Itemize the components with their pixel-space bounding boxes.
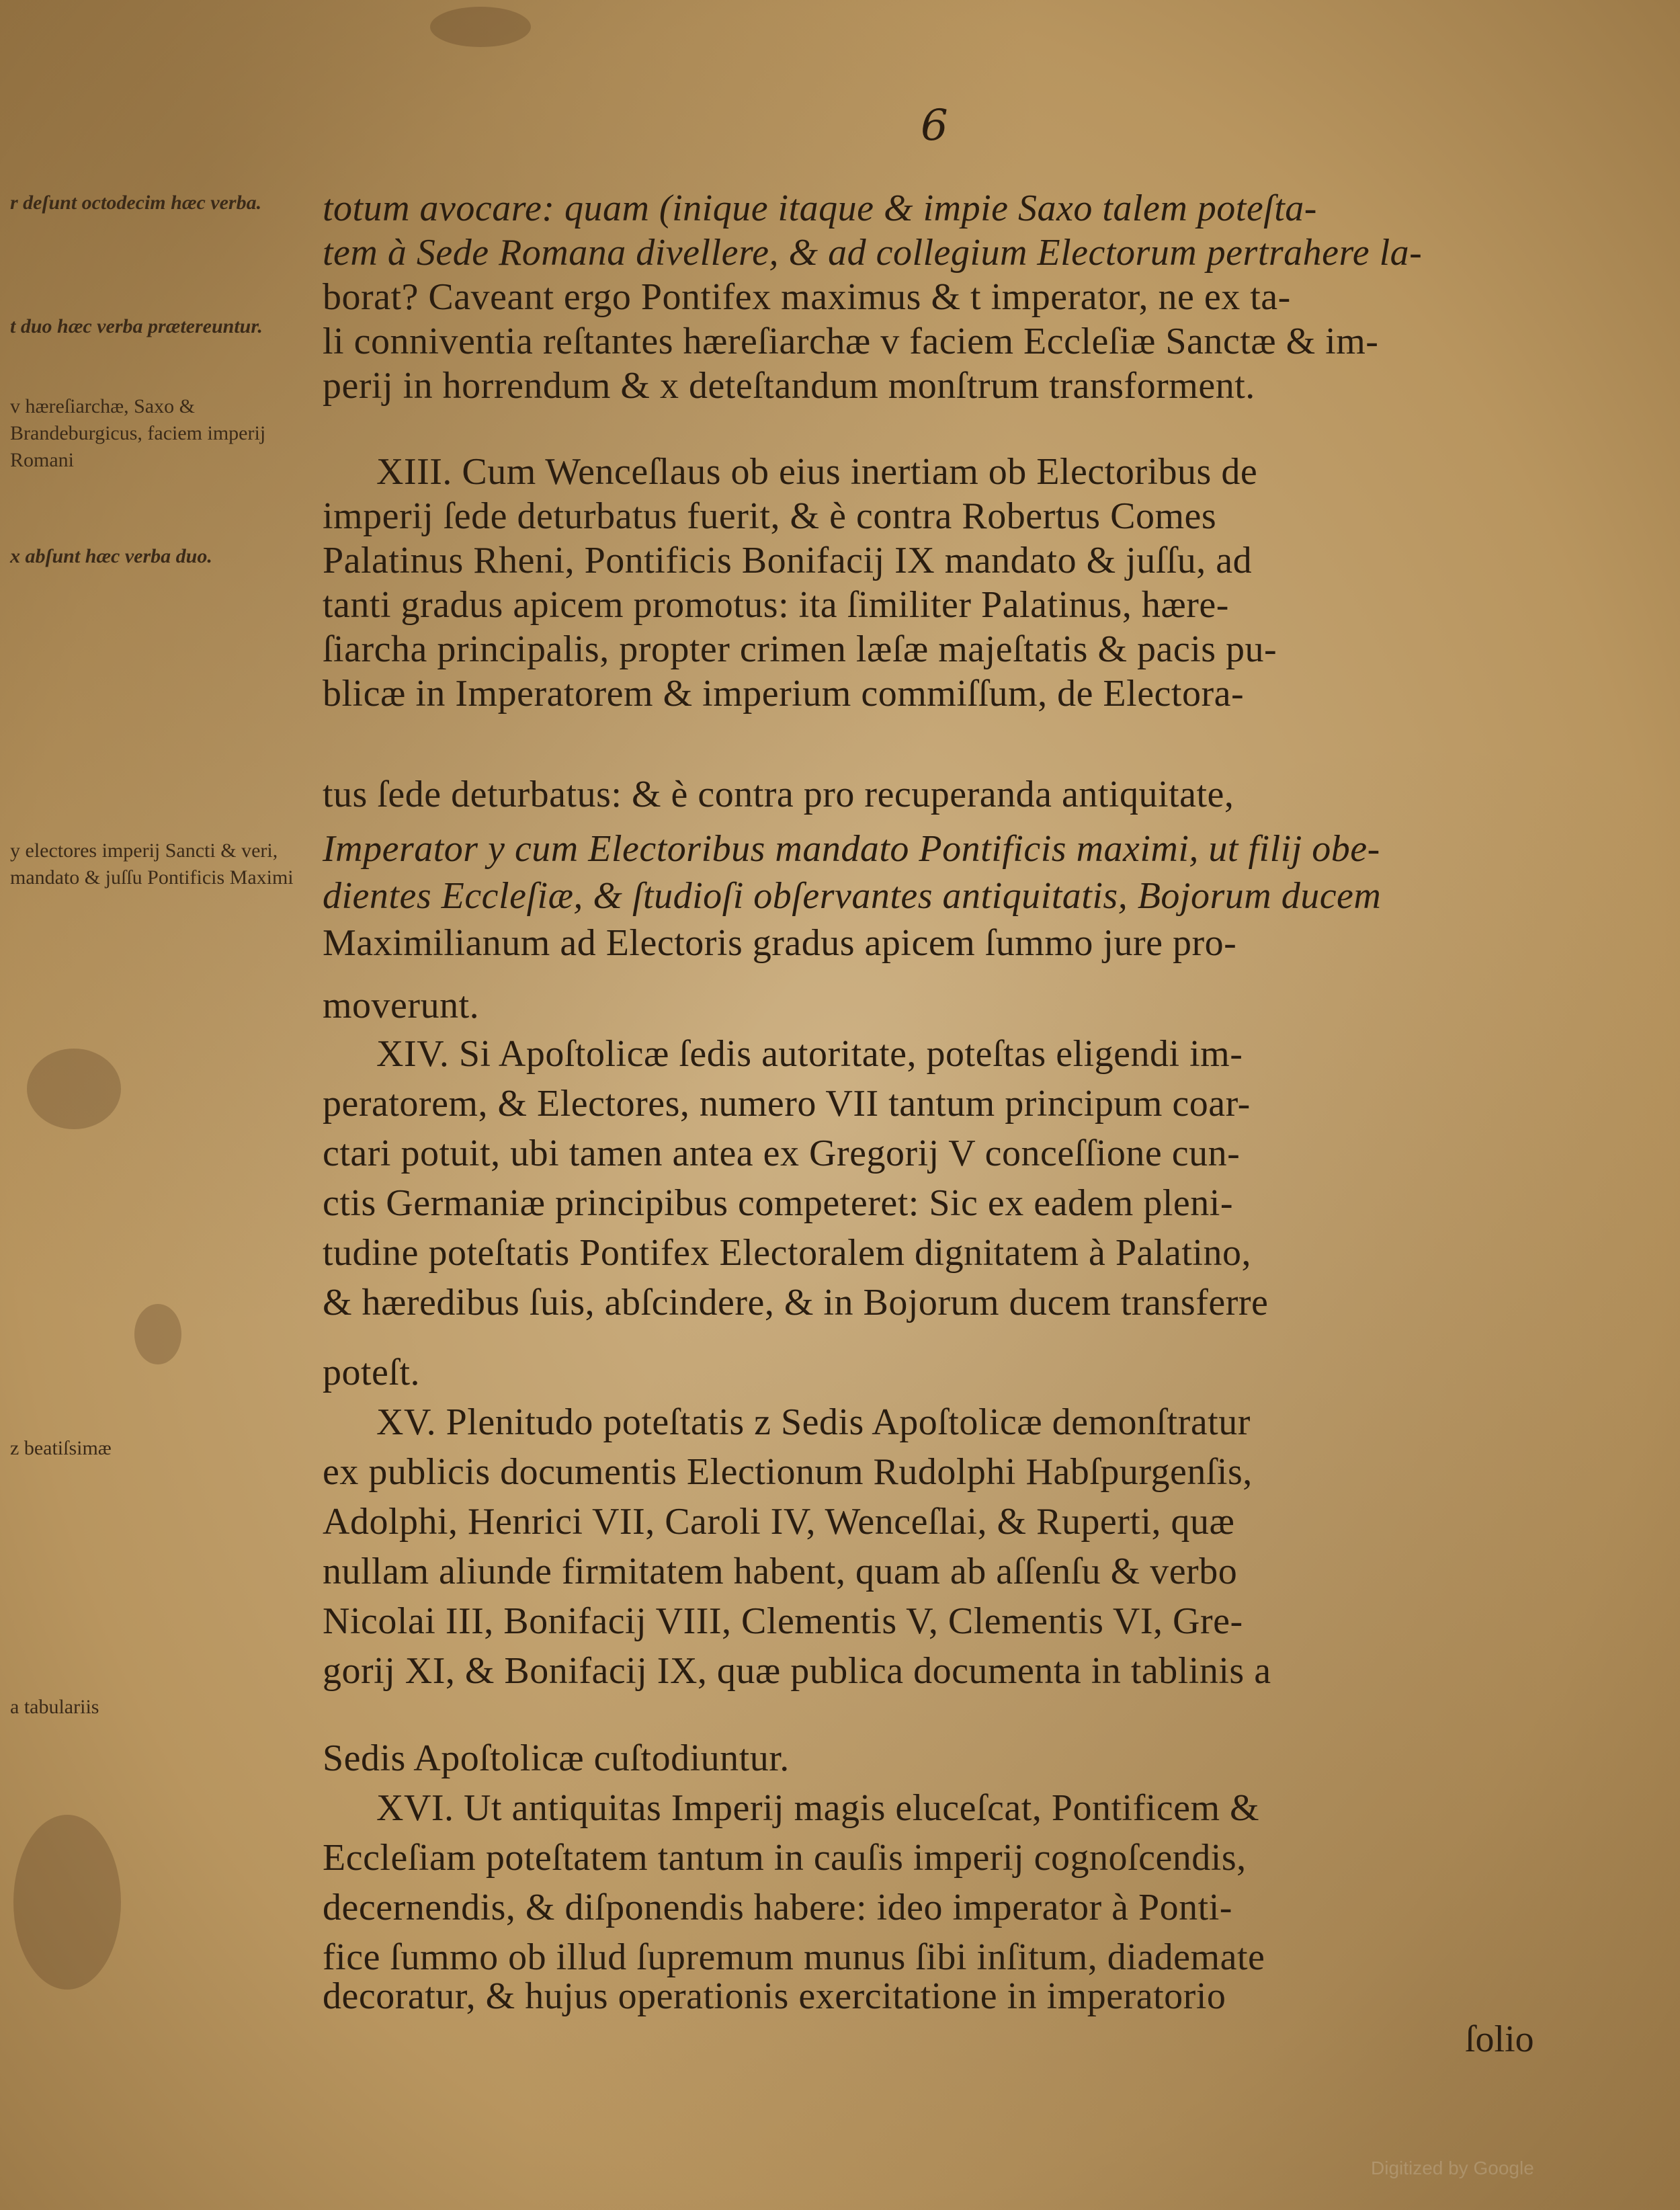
text-line: totum avocare: quam (inique itaque & impie Saxo talem poteſta- <box>323 188 1317 229</box>
text-line: fice ſummo ob illud ſupremum munus ſibi inſitum, diademate <box>323 1936 1265 1978</box>
text-line: decernendis, & diſponendis habere: ideo imperator à Ponti- <box>323 1887 1232 1928</box>
text-line: tudine poteſtatis Pontifex Electoralem dignitatem à Palatino, <box>323 1232 1251 1274</box>
text-line: decoratur, & hujus operationis exercitatione in imperatorio <box>323 1975 1226 2017</box>
margin-note: z beatiſsimæ <box>10 1437 112 1459</box>
margin-note: t duo hæc verba prætereuntur. <box>10 315 263 337</box>
text-line: tem à Sede Romana divellere, & ad collegium Electorum pertrahere la- <box>323 232 1423 274</box>
margin-note: y electores imperij Sancti & veri, mandato & juſſu Pontificis Maximi <box>10 840 294 889</box>
text-line: peratorem, & Electores, numero VII tantum principum coar- <box>323 1083 1251 1124</box>
text-line: Eccleſiam poteſtatem tantum in cauſis imperij cognoſcendis, <box>323 1837 1247 1879</box>
paper-stain <box>13 1815 121 1990</box>
text-line: perij in horrendum & x deteſtandum monſtrum transforment. <box>323 365 1255 407</box>
catchword: ſolio <box>1465 2018 1534 2060</box>
text-line: imperij ſede deturbatus fuerit, & è contra Robertus Comes <box>323 495 1217 537</box>
margin-note: r deſunt octodecim hæc verba. <box>10 192 262 214</box>
text-line: li conniventia reſtantes hæreſiarchæ v faciem Eccleſiæ Sanctæ & im- <box>323 321 1379 362</box>
text-line: blicæ in Imperatorem & imperium commiſſum, de Electora- <box>323 673 1245 714</box>
text-line: tus ſede deturbatus: & è contra pro recuperanda antiquitate, <box>323 774 1234 815</box>
margin-note: v hæreſiarchæ, Saxo & Brandeburgicus, faciem imperij Romani <box>10 395 266 471</box>
text-line: Palatinus Rheni, Pontificis Bonifacij IX mandato & juſſu, ad <box>323 540 1253 581</box>
text-line: XIII. Cum Wenceſlaus ob eius inertiam ob Electoribus de <box>376 451 1258 493</box>
text-line: Imperator y cum Electoribus mandato Pontificis maximi, ut filij obe- <box>323 828 1380 870</box>
text-line: Nicolai III, Bonifacij VIII, Clementis V, Clementis VI, Gre- <box>323 1600 1243 1642</box>
paper-stain <box>430 7 531 47</box>
text-line: ſiarcha principalis, propter crimen læſæ majeſtatis & pacis pu- <box>323 628 1277 670</box>
watermark: Digitized by Google <box>1371 2158 1534 2178</box>
text-line: moverunt. <box>323 985 480 1026</box>
text-line: ex publicis documentis Electionum Rudolphi Habſpurgenſis, <box>323 1451 1253 1493</box>
paper-stain <box>134 1304 181 1364</box>
text-line: ctis Germaniæ principibus competeret: Sic ex eadem pleni- <box>323 1182 1233 1224</box>
page-number: 6 <box>921 101 948 151</box>
text-line: ctari potuit, ubi tamen antea ex Gregorij V conceſſione cun- <box>323 1133 1241 1174</box>
text-line: Adolphi, Henrici VII, Caroli IV, Wenceſlai, & Ruperti, quæ <box>323 1501 1235 1543</box>
text-line: XV. Plenitudo poteſtatis z Sedis Apoſtolicæ demonſtratur <box>376 1401 1251 1443</box>
text-line: nullam aliunde firmitatem habent, quam ab aſſenſu & verbo <box>323 1551 1238 1592</box>
paper-stain <box>27 1049 121 1129</box>
text-line: tanti gradus apicem promotus: ita ſimiliter Palatinus, hære- <box>323 584 1229 626</box>
text-line: Maximilianum ad Electoris gradus apicem ſummo jure pro- <box>323 922 1237 964</box>
text-line: dientes Eccleſiæ, & ſtudioſi obſervantes antiquitatis, Bojorum ducem <box>323 875 1382 917</box>
text-line: gorij XI, & Bonifacij IX, quæ publica documenta in tablinis a <box>323 1650 1271 1692</box>
text-line: & hæredibus ſuis, abſcindere, & in Bojorum ducem transferre <box>323 1282 1269 1323</box>
text-line: XVI. Ut antiquitas Imperij magis eluceſcat, Pontificem & <box>376 1787 1260 1829</box>
text-line: poteſt. <box>323 1352 421 1393</box>
margin-note: a tabulariis <box>10 1696 99 1718</box>
text-line: XIV. Si Apoſtolicæ ſedis autoritate, poteſtas eligendi im- <box>376 1033 1243 1075</box>
text-line: borat? Caveant ergo Pontifex maximus & t imperator, ne ex ta- <box>323 276 1291 318</box>
margin-note: x abſunt hæc verba duo. <box>10 545 212 567</box>
text-line: Sedis Apoſtolicæ cuſtodiuntur. <box>323 1737 790 1779</box>
